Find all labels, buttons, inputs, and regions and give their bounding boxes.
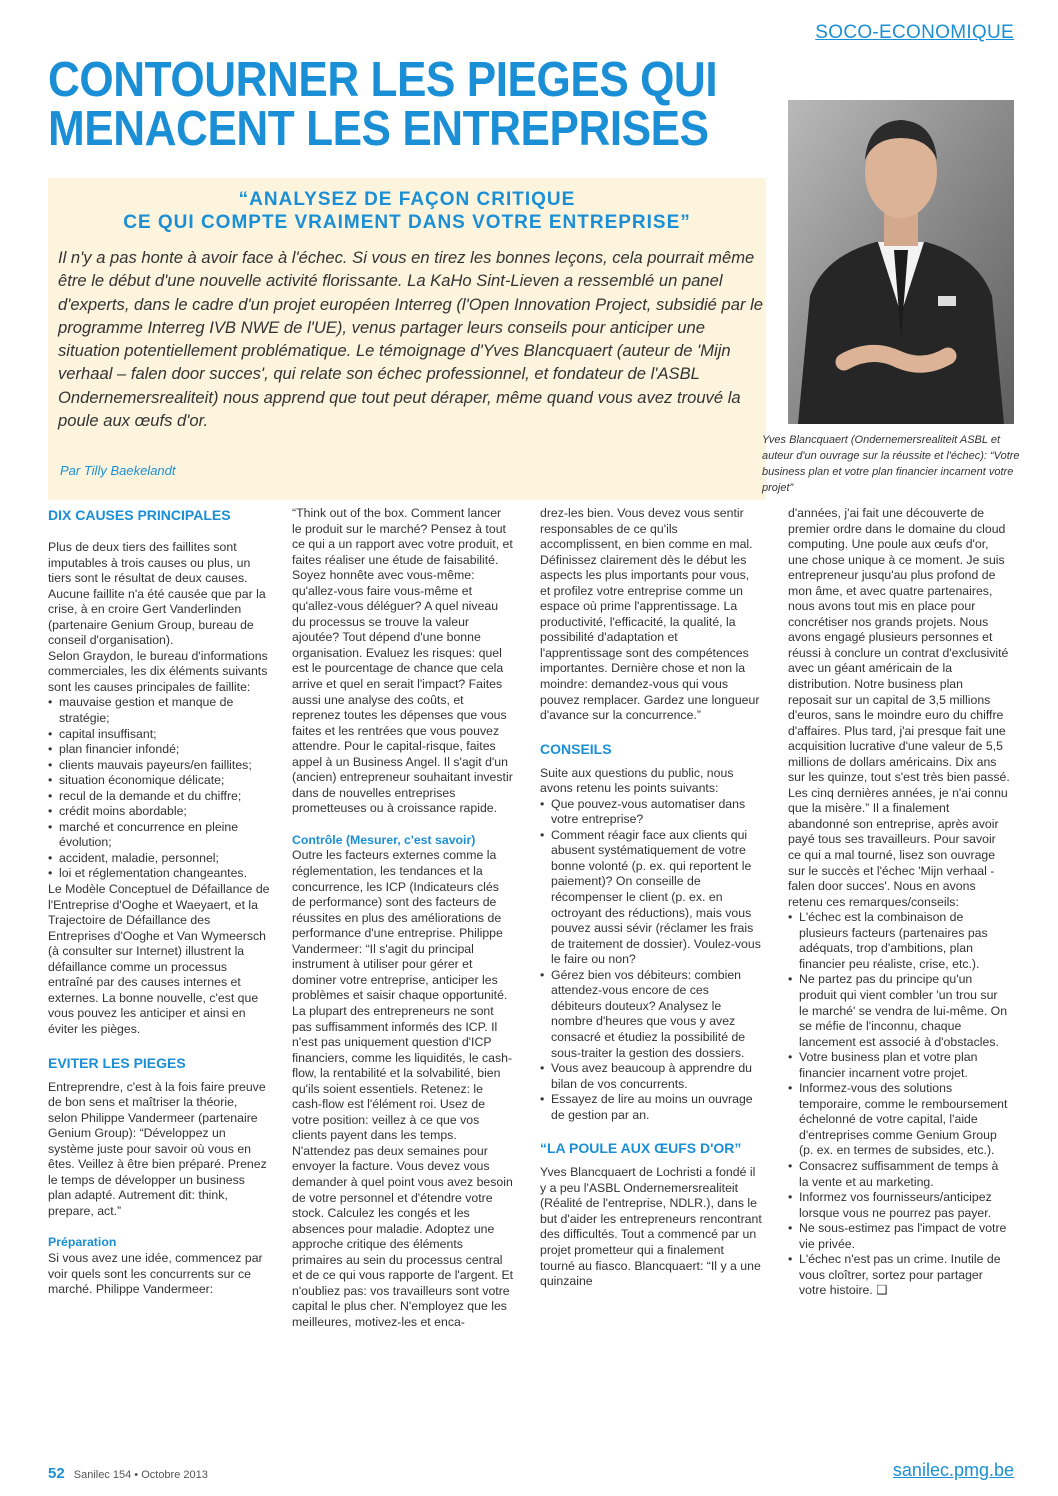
column-4: [788, 506, 1010, 1299]
list-item: • Que pouvez-vous automatiser dans votre entreprise?: [540, 797, 762, 828]
article-title: [48, 53, 718, 156]
column-2-paragraph-2: Outre les facteurs externes comme la réglementation, les tendances et la concurrence, les ICP (Indicateurs clés de performance) sont des facteurs de réussites en plus des améliorations de performance d'une entreprise. Philippe Vandermeer: “Il s'agit du principal instrument à utiliser pour gérer et dominer votre entreprise, anticiper les problèmes et saisir chaque opportunité. La plupart des entrepreneurs ne sont pas suffisamment informés des ICP. Il n'est pas uniquement question d'ICP financiers, comme les liquidités, le cash-flow, la rentabilité et la solvabilité, bien qu'ils soient essentiels. Retenez: le cash-flow est l'élément roi. Usez de votre position: veillez à ce que vos clients payent dans les temps. N'attendez pas deux semaines pour envoyer la facture. Vous devez vous demander à quel point vous avez besoin de votre personnel et d'étendre votre stock. Calculez les congés et les absences pour maladie. Adoptez une approche critique des éléments primaires au sein du processus central et de ce qui vous rapporte de l'argent. Et n'oubliez pas: vos travailleurs sont votre capital le plus cher. N'employez que les meilleures, motivez-les et enca-: [292, 848, 514, 1329]
column-3: [540, 506, 762, 1290]
lead-paragraph: Il n'y a pas honte à avoir face à l'échec. Si vous en tirez les bonnes leçons, cela pourrait même être le début d'une nouvelle activité florissante. La KaHo Sint-Lieven a ressemblé un panel d'experts, dans le cadre d'un projet européen Interreg (l'Open Innovation Project, subsidié par le programme Interreg IVB NWE de l'UE), venus partager leurs conseils pour anticiper une situation potentiellement problématique. Le témoignage d'Yves Blancquaert (auteur de 'Mijn verhaal – falen door succes', qui relate son échec professionnel, et fondateur de l'ASBL Ondernemersrealiteit) nous apprend que tout peut déraper, même quand vous avez trouvé la poule aux œufs d'or.: [58, 248, 764, 431]
column-2-paragraph-1: “Think out of the box. Comment lancer le produit sur le marché? Pensez à tout ce qui a un rapport avec votre produit, et faites réaliser une étude de faisabilité. Soyez honnête avec vous-même: qu'allez-vous faire vous-même et qu'allez-vous déléguer? A quel niveau du processus se trouve la valeur ajoutée? Tout dépend d'une bonne organisation. Evaluez les risques: quel est le pourcentage de chance que cela arrive et quel en serait l'impact? Faites aussi une analyse des coûts, et reprenez toutes les dépenses que vous faites et les rentrées que vous pouvez attendre. Pour le capital-risque, faites appel à un Business Angel. Il s'agit d'un (ancien) entrepreneur souhaitant investir dans de nouvelles entreprises prometteuses ou à croissance rapide.: [292, 506, 513, 816]
heading-eviter: EVITER LES PIEGES: [48, 1054, 186, 1071]
list-item: • L'échec est la combinaison de plusieurs facteurs (partenaires pas adéquats, trop d'ambitions, plan financier peu réaliste, crise, etc.).: [788, 910, 1010, 972]
column-1: [48, 506, 270, 1298]
list-item: • Essayez de lire au moins un ouvrage de gestion par an.: [540, 1092, 762, 1123]
list-item: • Comment réagir face aux clients qui abusent systématiquement de votre bonne volonté (p. ex. qui reportent le paiement)? On conseille de récompenser le client (p. ex. en octroyant des réductions), mais vous pouvez aussi sévir (réclamer les frais de traitement de dossier). Voulez-vous le faire ou non?: [540, 828, 762, 968]
list-item: • mauvaise gestion et manque de stratégie;: [48, 695, 270, 726]
byline: Par Tilly Baekelandt: [60, 463, 176, 478]
footer-url-link[interactable]: sanilec.pmg.be: [892, 1460, 1014, 1480]
pull-quote: [60, 188, 754, 234]
list-item: • plan financier infondé;: [48, 742, 270, 758]
heading-controle: Contrôle (Mesurer, c'est savoir): [292, 832, 476, 847]
list-item: • Informez vos fournisseurs/anticipez lorsque vous ne pourrez pas payer.: [788, 1190, 1010, 1221]
remarques-list: [788, 910, 1010, 1299]
portrait-illustration: [788, 100, 1014, 424]
list-item: • crédit moins abordable;: [48, 804, 270, 820]
list-item: • Vous avez beaucoup à apprendre du bilan de vos concurrents.: [540, 1061, 762, 1092]
pull-quote-line-2: CE QUI COMPTE VRAIMENT DANS VOTRE ENTREPRISE”: [123, 212, 691, 233]
conseils-list: [540, 797, 762, 1123]
causes-list: [48, 695, 270, 882]
heading-conseils: CONSEILS: [540, 740, 612, 757]
heading-poule: “LA POULE AUX ŒUFS D'OR”: [540, 1140, 742, 1157]
list-item: • loi et réglementation changeantes.: [48, 866, 270, 882]
list-item: • accident, maladie, personnel;: [48, 851, 270, 867]
page-number: 52: [48, 1465, 65, 1482]
heading-causes: DIX CAUSES PRINCIPALES: [48, 507, 231, 523]
pull-quote-line-1: “ANALYSEZ DE FAÇON CRITIQUE: [238, 189, 576, 210]
causes-paragraph-1: Plus de deux tiers des faillites sont imputables à trois causes ou plus, un tiers sont le résultat de deux causes. Aucune faillite n'a été causée que par la crise, à en croire Gert Vanderlinden (partenaire Genium Group, bureau de conseil d'organisation).: [48, 540, 266, 648]
column-2: [292, 506, 514, 1330]
list-item: • recul de la demande et du chiffre;: [48, 789, 270, 805]
preparation-paragraph: Si vous avez une idée, commencez par voir quels sont les concurrents sur ce marché. Philippe Vandermeer:: [48, 1250, 263, 1297]
poule-paragraph: Yves Blancquaert de Lochristi a fondé il y a peu l'ASBL Ondernemersrealiteit (Réalité de l'entreprise, NDLR.), dans le but d'aider les entrepreneurs rencontrant des difficultés. Tout a commencé par un projet prometteur qui a finalement tourné au fiasco. Blancquaert: “Il y a une quinzaine: [540, 1165, 762, 1289]
list-item: • Consacrez suffisamment de temps à la vente et au marketing.: [788, 1159, 1010, 1190]
list-item: • Ne sous-estimez pas l'impact de votre vie privée.: [788, 1221, 1010, 1252]
causes-paragraph-2: Selon Graydon, le bureau d'informations commerciales, les dix éléments suivants sont les causes principales de faillite:: [48, 648, 268, 694]
list-item: • Gérez bien vos débiteurs: combien attendez-vous encore de ces débiteurs douteux? Analysez le nombre d'heures que vous y avez consacré et étudiez la possibilité de sous-traiter la gestion des dossiers.: [540, 968, 762, 1061]
conseils-intro: Suite aux questions du public, nous avons retenu les points suivants:: [540, 765, 734, 796]
column-3-paragraph-1: drez-les bien. Vous devez vous sentir responsables de ce qu'ils accomplissent, en bien comme en mal. Définissez clairement dès le début les aspects les plus importants pour vous,: [540, 506, 753, 583]
list-item: • marché et concurrence en pleine évolution;: [48, 820, 270, 851]
heading-preparation: Préparation: [48, 1235, 117, 1250]
column-4-paragraph: d'années, j'ai fait une découverte de premier ordre dans le domaine du cloud computing. Une poule aux œufs d'or, une chose unique à ce moment. Je suis entrepreneur jusqu'au plus profond de mon âme, et avec quatre partenaires, nous avons tout mis en place pour concrétiser nos grands projets. Nous avons engagé plusieurs personnes et réussi à conclure un contrat d'exclusivité avec un géant américain de la distribution. Notre business plan reposait sur un capital de 3,5 millions d'euros, sans le moindre euro du chiffre d'affaires. Plus tard, j'ai presque fait une acquisition lucrative d'une valeur de 5,5 millions de dollars américains. Dix ans sur les quinze, tout s'est très bien passé. Les cinq dernières années, je n'ai connu que la misère.” Il a finalement abandonné son entreprise, après avoir payé tous ses travailleurs. Pour savoir ce qui a mal tourné, lisez son ouvrage sur le succès et l'échec 'Mijn verhaal - falen door succes'. Nous en avons retenu ces remarques/conseils:: [788, 506, 1010, 909]
causes-paragraph-3: Le Modèle Conceptuel de Défaillance de l'Entreprise d'Ooghe et Waeyaert, et la Trajectoire de Défaillance des Entreprises d'Ooghe et Van Wymeersch (à consulter sur Internet) illustrent la défaillance comme un processus entraîné par des causes internes et externes. La bonne nouvelle, c'est que vous pouvez les anticiper et ainsi en éviter les pièges.: [48, 882, 270, 1036]
eviter-paragraph: Entreprendre, c'est à la fois faire preuve de bon sens et maîtriser la théorie, selon Philippe Vandermeer (partenaire Genium Group): “Développez un système juste pour savoir où vous en êtes. Veillez à être bien préparé. Prenez le temps de développer un business plan adapté. Autrement dit: think, prepare, act.”: [48, 1079, 267, 1218]
list-item: • capital insuffisant;: [48, 727, 270, 743]
list-item: • Votre business plan et votre plan financier incarnent votre projet.: [788, 1050, 1010, 1081]
footer-left: [48, 1465, 208, 1482]
photo-caption: Yves Blancquaert (Ondernemersrealiteit ASBL et auteur d'un ouvrage sur la réussite et l'échec): “Votre business plan et votre plan financier incarnent votre projet”: [762, 434, 1020, 494]
issue-info: Sanilec 154 • Octobre 2013: [73, 1469, 208, 1481]
column-3-paragraph-2: et profilez votre entreprise comme un espace où prime l'apprentissage. La productivité, l'efficacité, la qualité, la possibilité d'adaptation et l'apprentissage sont des compétences importantes. Dernière chose et non la moindre: demandez-vous qui vous pouvez remplacer. Gardez une longueur d'avance sur la concurrence.”: [540, 583, 760, 723]
list-item: • situation économique délicate;: [48, 773, 270, 789]
list-item: • Informez-vous des solutions temporaire, comme le remboursement échelonné de votre capital, l'aide d'entreprises comme Genium Group (p. ex. en termes de subsides, etc.).: [788, 1081, 1010, 1159]
title-line-1: CONTOURNER LES PIEGES QUI: [48, 53, 718, 107]
title-line-2: MENACENT LES ENTREPRISES: [48, 102, 709, 156]
section-label: SOCO-ECONOMIQUE: [815, 22, 1014, 43]
list-item: • clients mauvais payeurs/en faillites;: [48, 758, 270, 774]
list-item: • L'échec n'est pas un crime. Inutile de vous cloîtrer, sortez pour partager votre histoire. ❑: [788, 1252, 1010, 1299]
portrait-photo: [788, 100, 1014, 424]
list-item: • Ne partez pas du principe qu'un produit qui vient combler 'un trou sur le marché' se vendra de lui-même. On se méfie de l'inconnu, chaque lancement est associé à d'obstacles.: [788, 972, 1010, 1050]
